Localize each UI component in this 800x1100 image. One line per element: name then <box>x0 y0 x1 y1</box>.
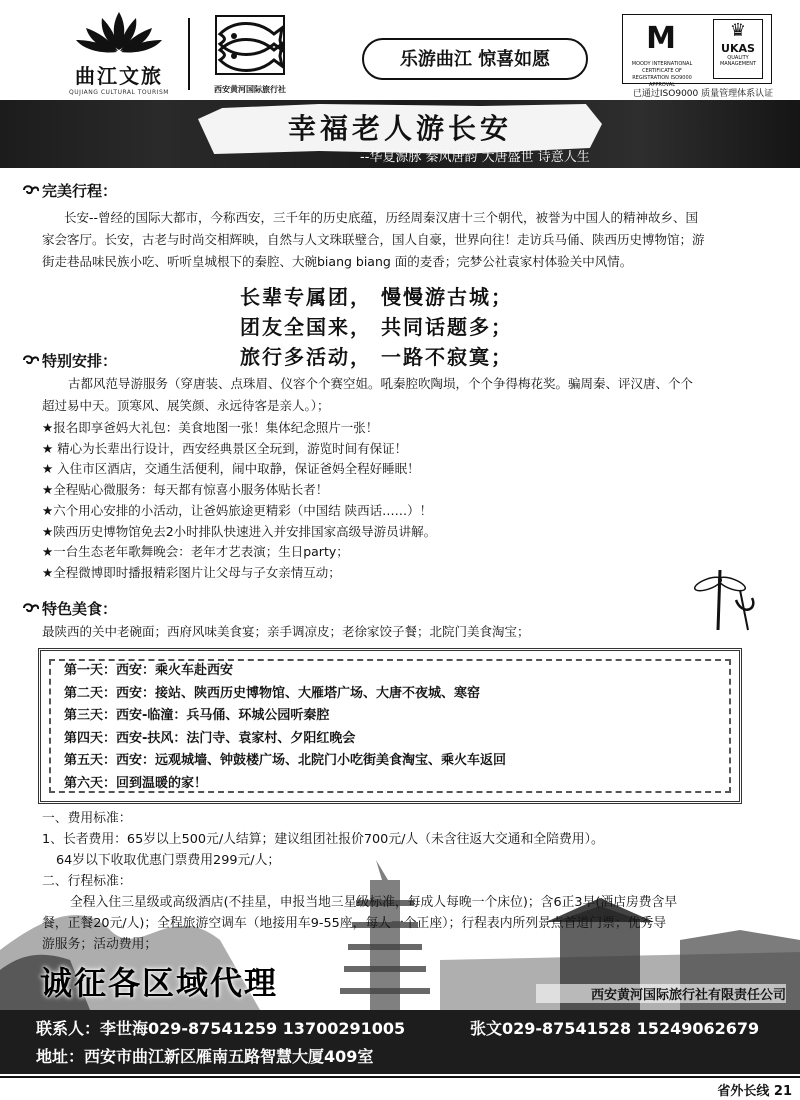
contact-primary: 联系人：李世海029-87541259 13700291005 <box>36 1019 406 1038</box>
section-special <box>22 350 117 371</box>
cloud-scroll-icon <box>22 183 40 197</box>
ukas-sub: QUALITY MANAGEMENT <box>719 55 757 67</box>
fee-section <box>42 808 782 955</box>
qujiang-logo <box>64 10 174 94</box>
poem-line-3: 旅行多活动， 一路不寂寞； <box>240 345 513 369</box>
agency-logo-caption: 西安黄河国际旅行社 <box>214 85 286 94</box>
perfect-trip-heading: 完美行程： <box>42 182 118 200</box>
brand-sub: QUJIANG CULTURAL TOURISM <box>69 89 169 96</box>
address: 地址：西安市曲江新区雁南五路智慧大厦409室 <box>36 1047 374 1066</box>
food-line: 最陕西的关中老碗面；西府风味美食宴；亲手调凉皮；老徐家饺子餐；北院门美食淘宝； <box>42 624 530 639</box>
page-num: 21 <box>773 1084 792 1099</box>
list-item: ★全程微博即时播报精彩图片让父母与子女亲情互动； <box>42 564 341 580</box>
page-number <box>650 1080 792 1099</box>
fee-line-3: 全程入住三星级或高级酒店(不挂星，申报当地三星级标准，每成人每晚一个床位)；含6正3早(酒店房费含早 <box>70 895 678 910</box>
crown-icon: ♛ <box>729 20 747 41</box>
list-item: ★六个用心安排的小活动，让爸妈旅途更精彩（中国结 陕西话……）！ <box>42 502 433 518</box>
itinerary-day: 第四天：西安-扶风：法门寺、袁家村、夕阳红晚会 <box>64 730 356 746</box>
ukas-badge <box>713 19 763 79</box>
itinerary-day: 第三天：西安-临潼：兵马俑、环城公园听秦腔 <box>64 708 330 723</box>
special-intro-2: 超过易中天。顶寒风、展笑颜、永远待客是亲人。）； <box>42 398 330 413</box>
fish-emblem-icon <box>214 14 286 76</box>
perfect-trip-line-2: 家会客厅。长安，古老与时尚交相辉映，自然与人文珠联璧合，国人自豪，世界向往！走访兵马俑、陕西历史博物馆；游 <box>42 232 705 247</box>
page-subtitle: --华夏源脉 秦风唐韵 大唐盛世 诗意人生 <box>360 150 590 165</box>
list-item: ★ 精心为长辈出行设计，西安经典景区全玩到，游览时间有保证！ <box>42 440 408 456</box>
moody-mark: M <box>646 21 676 56</box>
poem-line-2: 团友全国来， 共同话题多； <box>240 315 513 339</box>
itinerary-day: 第一天：西安：乘火车赴西安 <box>64 663 234 678</box>
ukas-title: UKAS <box>721 42 755 55</box>
perfect-trip-line-1: 长安--曾经的国际大都市，今称西安，三千年的历史底蕴，历经周秦汉唐十三个朝代，被誉为中国人的精神故乡、国 <box>64 210 699 225</box>
contact-footer <box>0 1010 800 1074</box>
lotus-icon <box>74 10 164 54</box>
perfect-trip-text <box>42 208 782 228</box>
page-rule <box>0 1076 800 1078</box>
cloud-scroll-icon <box>22 601 40 615</box>
recruit-agents-title: 诚征各区域代理 <box>40 964 279 1002</box>
slogan-badge: 乐游曲江 惊喜如愿 <box>362 38 588 80</box>
section-perfect-trip <box>22 180 117 201</box>
special-heading: 特别安排： <box>42 352 118 370</box>
fee-line-4: 餐，正餐20元/人)；全程旅游空调车（地接用车9-55座，每人一个正座）；行程表内所列景点首道门票；优秀导 <box>42 916 667 931</box>
company-name: 西安黄河国际旅行社有限责任公司 <box>536 984 786 1003</box>
fee-line-5: 游服务；活动费用； <box>42 937 158 952</box>
list-item: ★报名即享爸妈大礼包：美食地图一张！集体纪念照片一张！ <box>42 420 379 435</box>
itinerary-day: 第五天：西安：远观城墙、钟鼓楼广场、北院门小吃街美食淘宝、乘火车返回 <box>64 753 507 768</box>
contact-secondary: 张文029-87541528 15249062679 <box>470 1019 760 1038</box>
special-intro-1: 古都风范导游服务（穿唐装、点珠眉、仪容个个赛空姐。吼秦腔吹陶埙，个个争得梅花奖。骗周秦、评汉唐、个个 <box>68 376 694 391</box>
page-title: 幸福老人游长安 <box>287 112 512 145</box>
list-item: ★陕西历史博物馆免去2小时排队快速进入并安排国家高级导游员讲解。 <box>42 523 437 539</box>
section-food <box>22 598 117 619</box>
cloud-scroll-icon <box>22 353 40 367</box>
itinerary-list <box>64 660 724 795</box>
poem <box>240 282 580 372</box>
poem-line-1: 长辈专属团， 慢慢游古城； <box>240 285 513 309</box>
brand-name: 曲江文旅 <box>75 64 163 88</box>
page-section: 省外长线 <box>717 1084 770 1099</box>
fee-line-2: 64岁以下收取优惠门票费用299元/人； <box>56 853 281 868</box>
agency-logo <box>200 14 300 96</box>
logo-divider <box>188 18 190 90</box>
perfect-trip-line-3: 街走巷品味民族小吃、听听皇城根下的秦腔、大碗biang biang 面的麦香；完梦公社袁家村体验关中风情。 <box>42 254 633 269</box>
iso-note: 已通过ISO9000 质量管理体系认证 <box>632 89 774 99</box>
certification-box <box>622 14 772 88</box>
itinerary-day: 第六天：回到温暖的家！ <box>64 775 208 791</box>
special-list <box>42 418 702 584</box>
list-item: ★一台生态老年歌舞晚会：老年才艺表演；生日party； <box>42 544 349 560</box>
food-heading: 特色美食： <box>42 600 118 618</box>
list-item: ★ 入住市区酒店，交通生活便利，闹中取静，保证爸妈全程好睡眠！ <box>42 461 420 477</box>
list-item: ★全程贴心微服务：每天都有惊喜小服务体贴长者！ <box>42 482 329 498</box>
itinerary-day: 第二天：西安：接站、陕西历史博物馆、大雁塔广场、大唐不夜城、寒窑 <box>64 685 481 701</box>
fee-heading-2: 二、行程标准： <box>42 874 132 889</box>
moody-text: MOODY INTERNATIONAL CERTIFICATE OF REGISTRATION ISO9000 APPROVAL <box>631 61 693 88</box>
fee-line-1: 1、长者费用：65岁以上500元/人结算；建议组团社报价700元/人（未含往返大交通和全陪费用）。 <box>42 832 604 847</box>
fee-heading-1: 一、费用标准： <box>42 811 132 826</box>
